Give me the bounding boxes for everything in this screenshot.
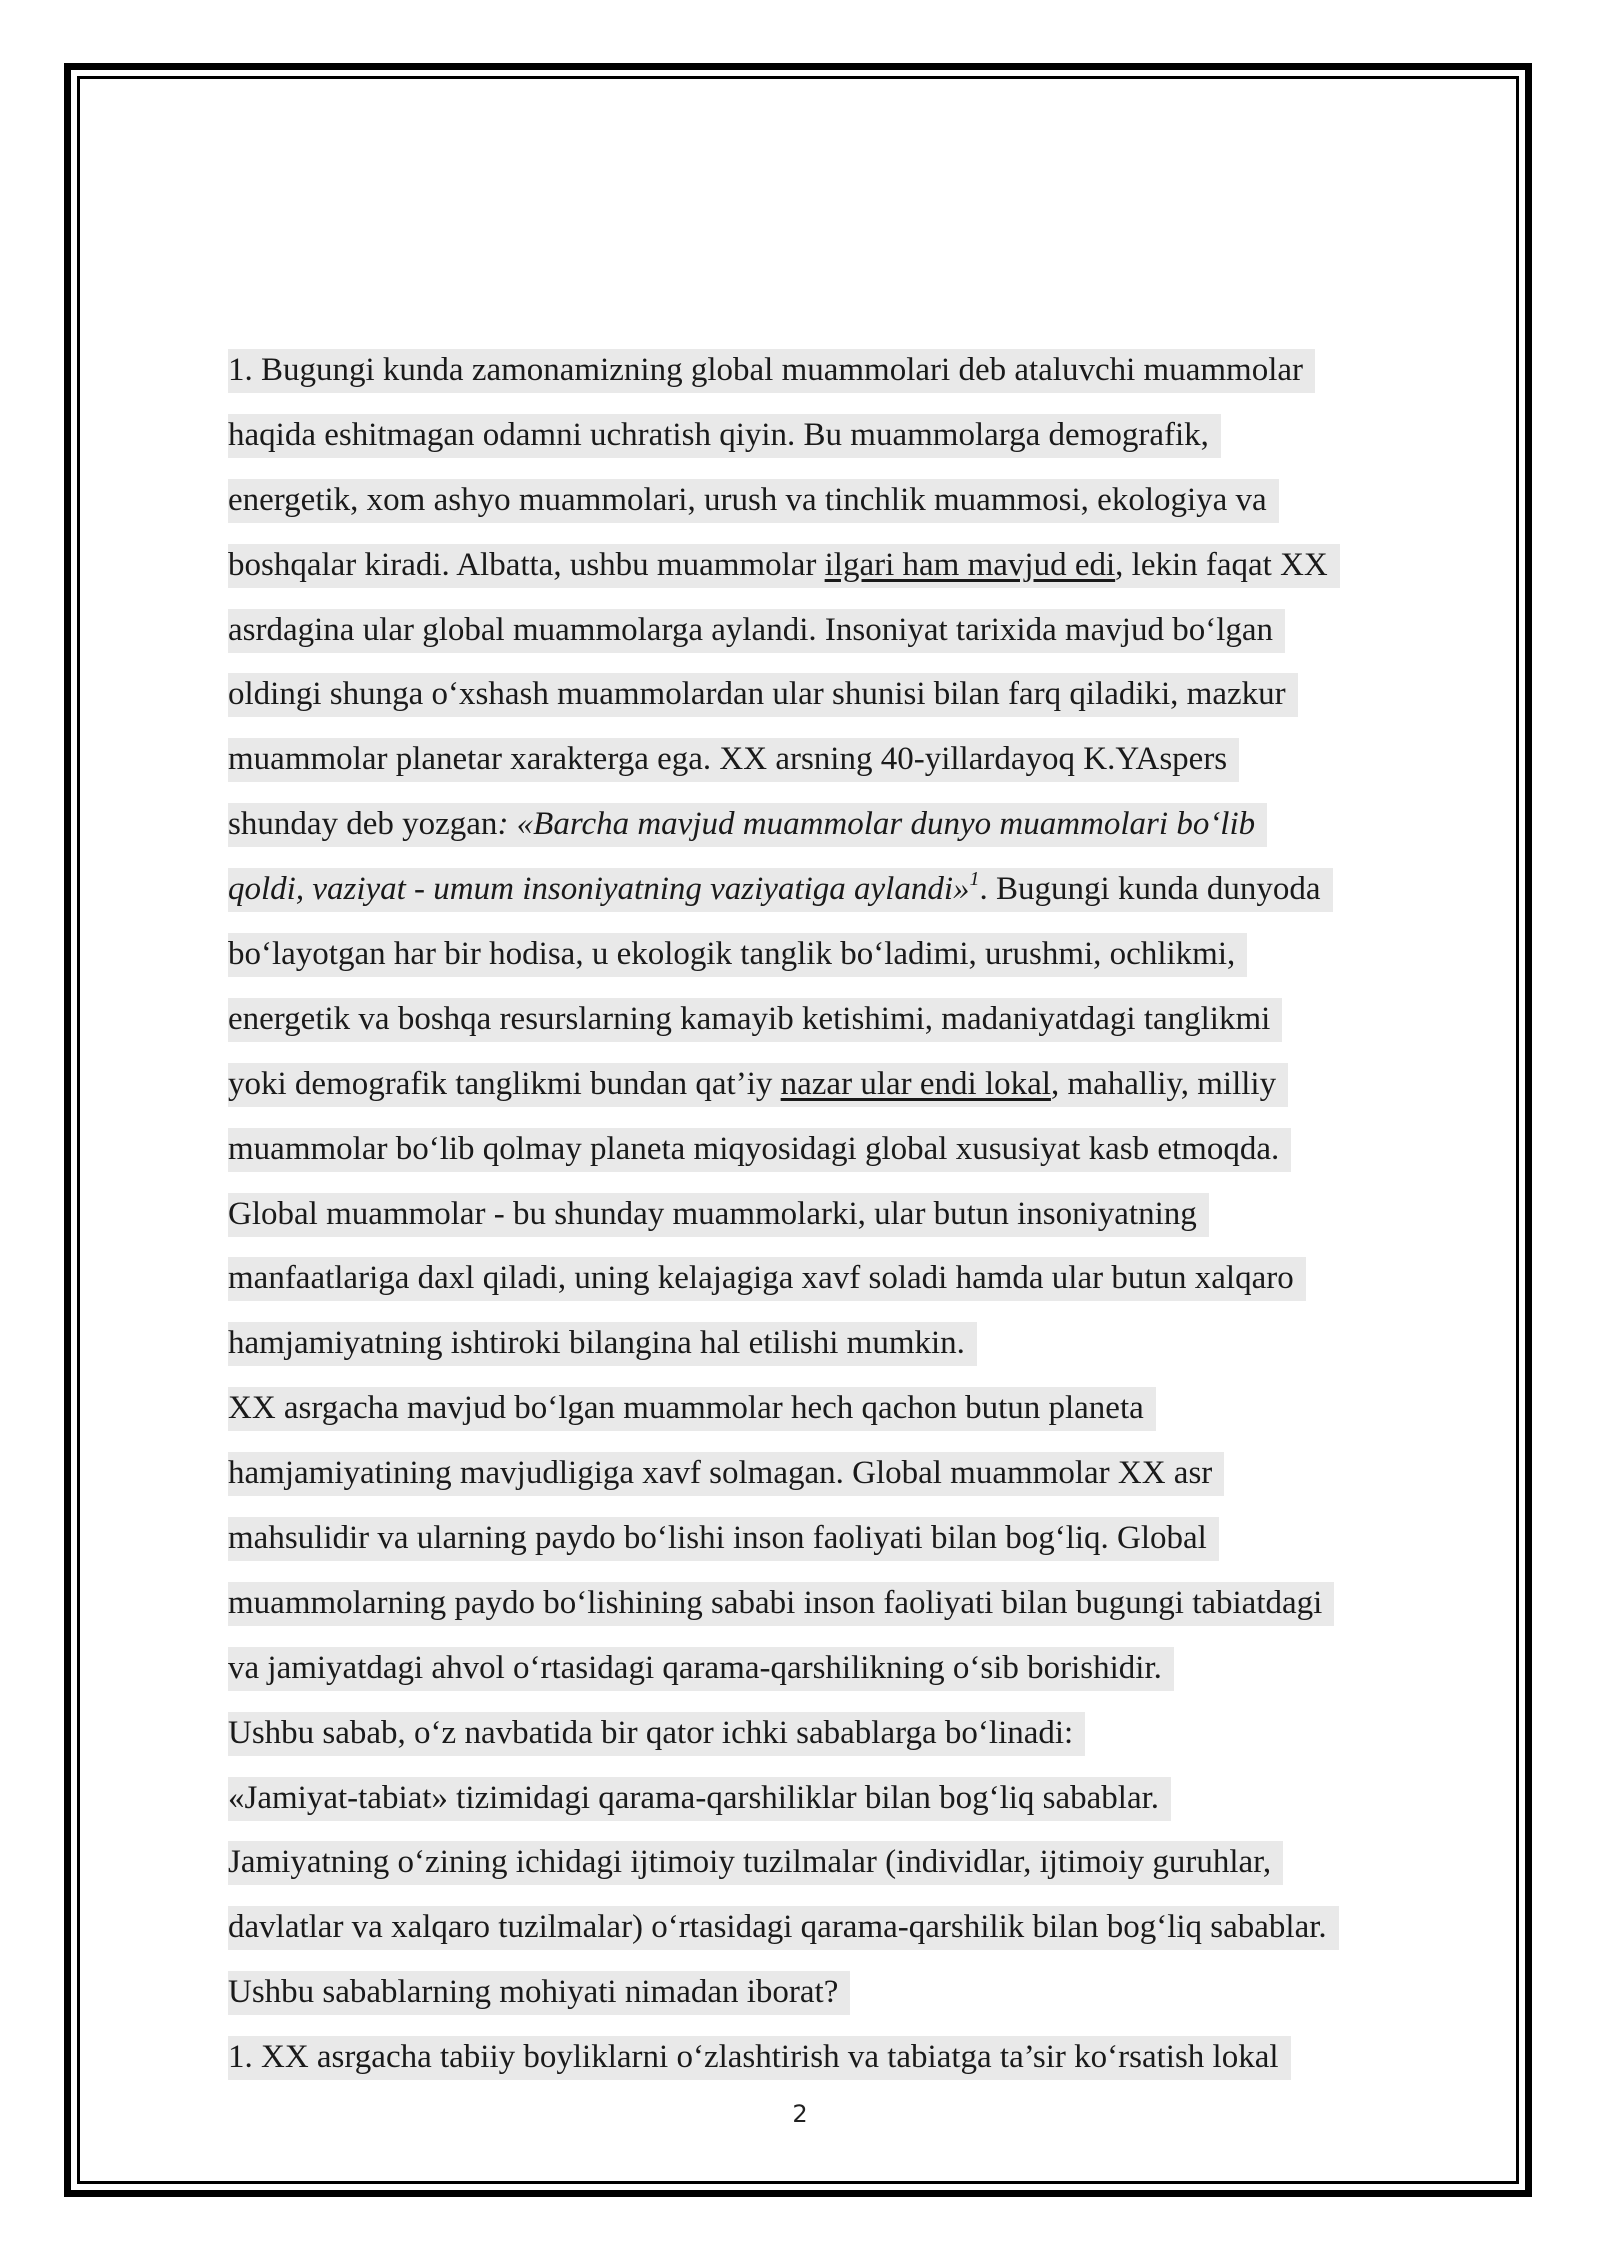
page-number: 2 <box>792 2100 808 2128</box>
underlined-text: nazar ular endi lokal <box>780 1065 1051 1102</box>
text-line <box>228 403 1518 468</box>
text-segment: , mahalliy, milliy <box>1050 1065 1277 1102</box>
highlighted-text <box>228 1841 1283 1885</box>
highlighted-text <box>228 1971 850 2015</box>
text-line <box>228 1311 1518 1376</box>
highlighted-text <box>228 609 1285 653</box>
highlighted-text <box>228 1387 1156 1431</box>
text-segment: XX asrgacha mavjud bo‘lgan muammolar hech qachon butun planeta <box>228 1390 1144 1427</box>
underlined-text: ilgari ham mavjud edi <box>824 546 1116 583</box>
text-segment: muammolarning paydo bo‘lishining sababi inson faoliyati bilan bugungi tabiatdagi <box>228 1584 1323 1621</box>
text-segment: bo‘layotgan har bir hodisa, u ekologik tanglik bo‘ladimi, urushmi, ochlikmi, <box>228 936 1236 973</box>
text-segment: Jamiyatning o‘zining ichidagi ijtimoiy tuzilmalar (individlar, ijtimoiy guruhlar, <box>228 1844 1272 1881</box>
highlighted-text <box>228 1712 1085 1756</box>
text-line <box>228 2025 1518 2090</box>
text-line <box>228 468 1518 533</box>
text-segment: shunday deb yozgan <box>228 806 498 843</box>
text-line <box>228 1052 1518 1117</box>
body-text <box>228 338 1518 2090</box>
text-segment: davlatlar va xalqaro tuzilmalar) o‘rtasidagi qarama-qarshilik bilan bog‘liq sabablar. <box>228 1909 1327 1946</box>
text-segment: Ushbu sabab, o‘z navbatida bir qator ichki sabablarga bo‘linadi: <box>228 1714 1074 1751</box>
text-segment: energetik, xom ashyo muammolari, urush va tinchlik muammosi, ekologiya va <box>228 481 1267 518</box>
text-segment: , lekin faqat XX <box>1115 546 1328 583</box>
text-line <box>228 1960 1518 2025</box>
text-line <box>228 662 1518 727</box>
text-line <box>228 598 1518 663</box>
text-segment: «Jamiyat-tabiat» tizimidagi qarama-qarshiliklar bilan bog‘liq sabablar. <box>228 1779 1160 1816</box>
highlighted-text <box>228 1517 1219 1561</box>
highlighted-text <box>228 414 1221 458</box>
highlighted-text <box>228 933 1247 977</box>
highlighted-text <box>228 673 1298 717</box>
text-line <box>228 1506 1518 1571</box>
text-line <box>228 857 1518 922</box>
highlighted-text <box>228 1322 977 1366</box>
highlighted-text <box>228 1906 1339 1950</box>
highlighted-text <box>228 2036 1291 2080</box>
text-line <box>228 1636 1518 1701</box>
text-segment: oldingi shunga o‘xshash muammolardan ular shunisi bilan farq qiladiki, mazkur <box>228 676 1286 713</box>
highlighted-text <box>228 1063 1288 1107</box>
text-segment: . Bugungi kunda dunyoda <box>979 871 1321 908</box>
text-segment: hamjamiyatining mavjudligiga xavf solmagan. Global muammolar XX asr <box>228 1455 1213 1492</box>
text-line <box>228 533 1518 598</box>
highlighted-text <box>228 349 1315 393</box>
text-line <box>228 792 1518 857</box>
text-line <box>228 1246 1518 1311</box>
italic-quote: : «Barcha mavjud muammolar dunyo muammolari bo‘lib <box>497 806 1256 843</box>
text-segment: boshqalar kiradi. Albatta, ushbu muammolar <box>228 546 825 583</box>
text-line <box>228 987 1518 1052</box>
text-segment: manfaatlariga daxl qiladi, uning kelajagiga xavf soladi hamda ular butun xalqaro <box>228 1260 1294 1297</box>
text-line <box>228 727 1518 792</box>
text-segment: muammolar bo‘lib qolmay planeta miqyosidagi global xususiyat kasb etmoqda. <box>228 1130 1280 1167</box>
text-line <box>228 1701 1518 1766</box>
text-line <box>228 1117 1518 1182</box>
highlighted-text <box>228 738 1239 782</box>
highlighted-text <box>228 803 1267 847</box>
text-segment: 1. Bugungi kunda zamonamizning global muammolari deb ataluvchi muammolar <box>228 352 1303 388</box>
text-segment: asrdagina ular global muammolarga aylandi. Insoniyat tarixida mavjud bo‘lgan <box>228 611 1274 648</box>
text-line <box>228 1182 1518 1247</box>
text-segment: mahsulidir va ularning paydo bo‘lishi inson faoliyati bilan bog‘liq. Global <box>228 1520 1207 1557</box>
italic-quote: qoldi, vaziyat - umum insoniyatning vaziyatiga aylandi» <box>228 871 970 908</box>
highlighted-text <box>228 479 1279 523</box>
text-line <box>228 1895 1518 1960</box>
text-line <box>228 1441 1518 1506</box>
text-segment: energetik va boshqa resurslarning kamayib ketishimi, madaniyatdagi tanglikmi <box>228 1000 1271 1037</box>
highlighted-text <box>228 1647 1174 1691</box>
text-segment: muammolar planetar xarakterga ega. XX arsning 40-yillardayoq K.YAspers <box>228 741 1228 778</box>
highlighted-text <box>228 998 1282 1042</box>
text-segment: va jamiyatdagi ahvol o‘rtasidagi qarama-qarshilikning o‘sib borishidir. <box>228 1649 1162 1686</box>
highlighted-text <box>228 868 1333 912</box>
text-segment: haqida eshitmagan odamni uchratish qiyin. Bu muammolarga demografik, <box>228 416 1209 453</box>
highlighted-text <box>228 1777 1171 1821</box>
highlighted-text <box>228 1582 1334 1626</box>
text-segment: yoki demografik tanglikmi bundan qat’iy <box>228 1065 781 1102</box>
text-line <box>228 922 1518 987</box>
highlighted-text <box>228 1193 1209 1237</box>
text-line <box>228 338 1518 403</box>
text-segment: Ushbu sabablarning mohiyati nimadan iborat? <box>228 1974 839 2011</box>
text-segment: Global muammolar - bu shunday muammolarki, ular butun insoniyatning <box>228 1195 1197 1232</box>
text-line <box>228 1571 1518 1636</box>
highlighted-text <box>228 1257 1306 1301</box>
text-segment: 1. XX asrgacha tabiiy boyliklarni o‘zlashtirish va tabiatga ta’sir ko‘rsatish lokal <box>228 2039 1279 2076</box>
footnote-marker: 1 <box>969 868 980 891</box>
text-line <box>228 1376 1518 1441</box>
text-line <box>228 1766 1518 1831</box>
highlighted-text <box>228 1128 1291 1172</box>
text-line <box>228 1830 1518 1895</box>
text-segment: hamjamiyatning ishtiroki bilangina hal etilishi mumkin. <box>228 1325 965 1362</box>
highlighted-text <box>228 1452 1224 1496</box>
highlighted-text <box>228 544 1340 588</box>
